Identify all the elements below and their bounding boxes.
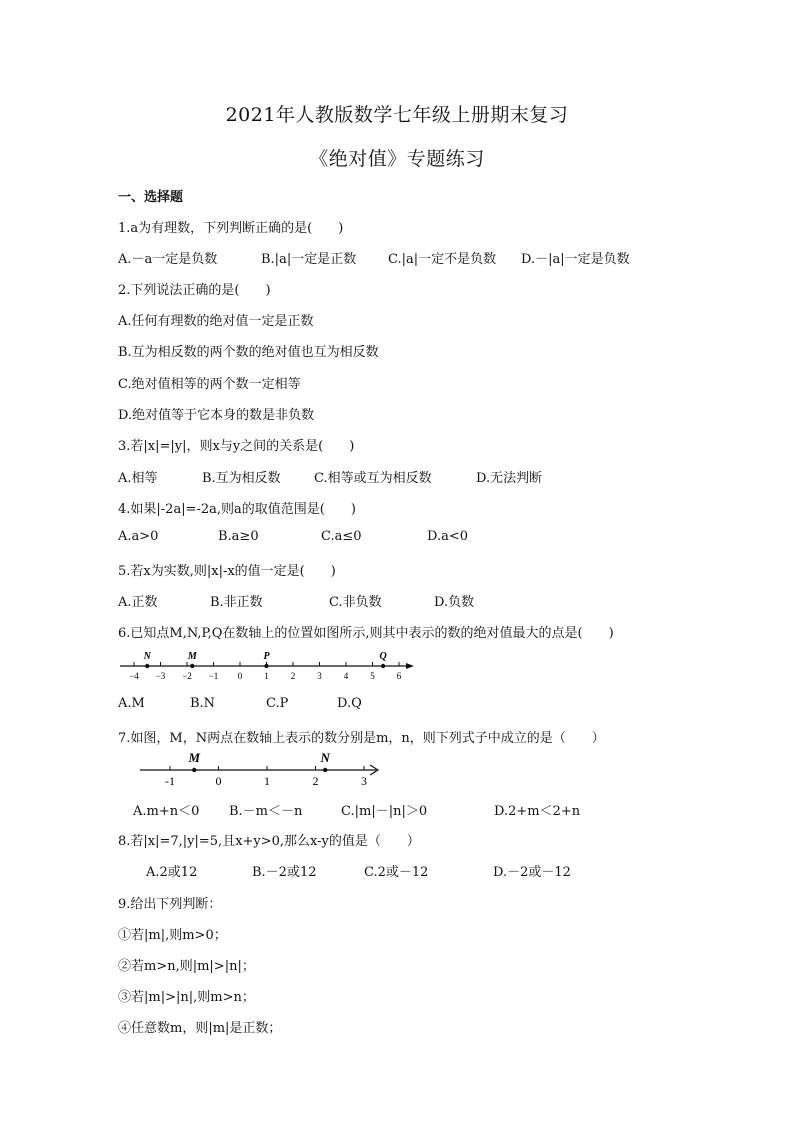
q6-point-N xyxy=(145,664,149,668)
document-title: 2021年人教版数学七年级上册期末复习 xyxy=(225,104,569,126)
q3-option-c: C.相等或互为相反数 xyxy=(314,471,432,486)
q5-option-d: D.负数 xyxy=(434,595,475,610)
q5-option-c: C.非负数 xyxy=(329,595,382,610)
q6-point-label-P: P xyxy=(263,651,270,662)
q1-option-a: A.－a一定是负数 xyxy=(118,252,218,267)
q1-option-d: D.－|a|一定是负数 xyxy=(521,252,630,267)
q7-stem: 7.如图，M，N两点在数轴上表示的数分别是m，n，则下列式子中成立的是（ ） xyxy=(118,731,605,746)
q7-point-M xyxy=(192,768,196,772)
q2-option-d: D.绝对值等于它本身的数是非负数 xyxy=(118,408,315,423)
q8-option-c: C.2或－12 xyxy=(364,865,429,880)
q3-option-d: D.无法判断 xyxy=(476,471,543,486)
q6-point-label-Q: Q xyxy=(379,651,387,662)
q9-stem: 9.给出下列判断： xyxy=(118,897,222,912)
q7-option-c: C.|m|－|n|＞0 xyxy=(341,804,428,819)
q6-tick-label-10: 6 xyxy=(396,671,402,681)
q6-tick-label-4: 0 xyxy=(237,671,243,681)
q6-point-label-N: N xyxy=(143,651,151,662)
q1-stem: 1.a为有理数，下列判断正确的是( ) xyxy=(118,221,344,236)
q2-stem: 2.下列说法正确的是( ) xyxy=(118,283,271,298)
q7-tick-label-4: 3 xyxy=(361,774,367,788)
q7-option-b: B.－m＜－n xyxy=(229,804,303,819)
q2-option-b: B.互为相反数的两个数的绝对值也互为相反数 xyxy=(118,345,379,360)
q6-point-Q xyxy=(381,664,385,668)
q9-item-1: ①若|m|,则m>0； xyxy=(118,928,227,943)
section-heading: 一、选择题 xyxy=(118,190,184,205)
q6-tick-label-3: −1 xyxy=(208,671,219,681)
q7-tick-label-2: 1 xyxy=(264,774,270,788)
q8-option-d: D.－2或－12 xyxy=(493,865,571,880)
q6-point-M xyxy=(190,664,194,668)
q6-tick-label-8: 4 xyxy=(343,671,349,681)
q6-option-b: B.N xyxy=(190,696,216,711)
q5-option-b: B.非正数 xyxy=(210,595,263,610)
q5-stem: 5.若x为实数,则|x|-x的值一定是( ) xyxy=(118,564,336,579)
q4-option-a: A.a>0 xyxy=(118,529,159,544)
q6-option-c: C.P xyxy=(266,696,289,711)
q6-tick-label-7: 3 xyxy=(317,671,322,681)
q6-tick-label-1: −3 xyxy=(155,671,166,681)
q5-option-a: A.正数 xyxy=(118,595,158,610)
q4-option-b: B.a≥0 xyxy=(218,529,259,544)
q3-option-b: B.互为相反数 xyxy=(202,471,281,486)
q7-tick-label-1: 0 xyxy=(215,774,222,788)
q6-tick-label-0: −4 xyxy=(129,671,139,681)
q9-item-4: ④任意数m，则|m|是正数； xyxy=(118,1021,282,1036)
q8-stem: 8.若|x|=7,|y|=5,且x+y>0,那么x-y的值是（ ） xyxy=(118,834,420,849)
q7-number-line xyxy=(130,750,390,794)
q6-number-line xyxy=(110,646,420,686)
q6-axis-arrow xyxy=(406,663,414,669)
q6-stem: 6.已知点M,N,P,Q在数轴上的位置如图所示,则其中表示的数的绝对值最大的点是( ) xyxy=(118,626,614,641)
q4-option-d: D.a<0 xyxy=(427,529,469,544)
q7-option-d: D.2+m＜2+n xyxy=(494,804,581,819)
q6-tick-label-2: −2 xyxy=(182,671,192,681)
q7-point-N xyxy=(323,768,327,772)
q3-stem: 3.若|x|=|y|，则x与y之间的关系是( ) xyxy=(118,439,355,454)
document-subtitle: 《绝对值》专题练习 xyxy=(309,148,485,170)
q4-option-c: C.a≤0 xyxy=(321,529,362,544)
q6-point-label-M: M xyxy=(187,651,197,662)
q7-point-label-M: M xyxy=(188,750,201,765)
q6-option-a: A.M xyxy=(118,696,145,711)
q6-tick-label-6: 2 xyxy=(290,671,296,681)
q7-point-label-N: N xyxy=(320,750,330,765)
q9-item-3: ③若|m|>|n|,则m>n； xyxy=(118,990,255,1005)
q7-option-a: A.m+n＜0 xyxy=(133,804,200,819)
q2-option-c: C.绝对值相等的两个数一定相等 xyxy=(118,377,301,392)
q8-option-b: B.－2或12 xyxy=(252,865,317,880)
q6-point-P xyxy=(264,664,268,668)
q7-tick-label-3: 2 xyxy=(312,774,319,788)
q6-option-d: D.Q xyxy=(337,696,362,711)
q1-option-b: B.|a|一定是正数 xyxy=(261,252,357,267)
q8-option-a: A.2或12 xyxy=(146,865,198,880)
q4-stem: 4.如果|-2a|=-2a,则a的取值范围是( ) xyxy=(118,502,356,517)
q6-tick-label-9: 5 xyxy=(370,671,375,681)
q7-tick-label-0: -1 xyxy=(165,774,175,788)
q3-option-a: A.相等 xyxy=(118,471,158,486)
q1-option-c: C.|a|一定不是负数 xyxy=(388,252,497,267)
q9-item-2: ②若m>n,则|m|>|n|； xyxy=(118,959,255,974)
q6-tick-label-5: 1 xyxy=(264,671,269,681)
q2-option-a: A.任何有理数的绝对值一定是正数 xyxy=(118,314,314,329)
